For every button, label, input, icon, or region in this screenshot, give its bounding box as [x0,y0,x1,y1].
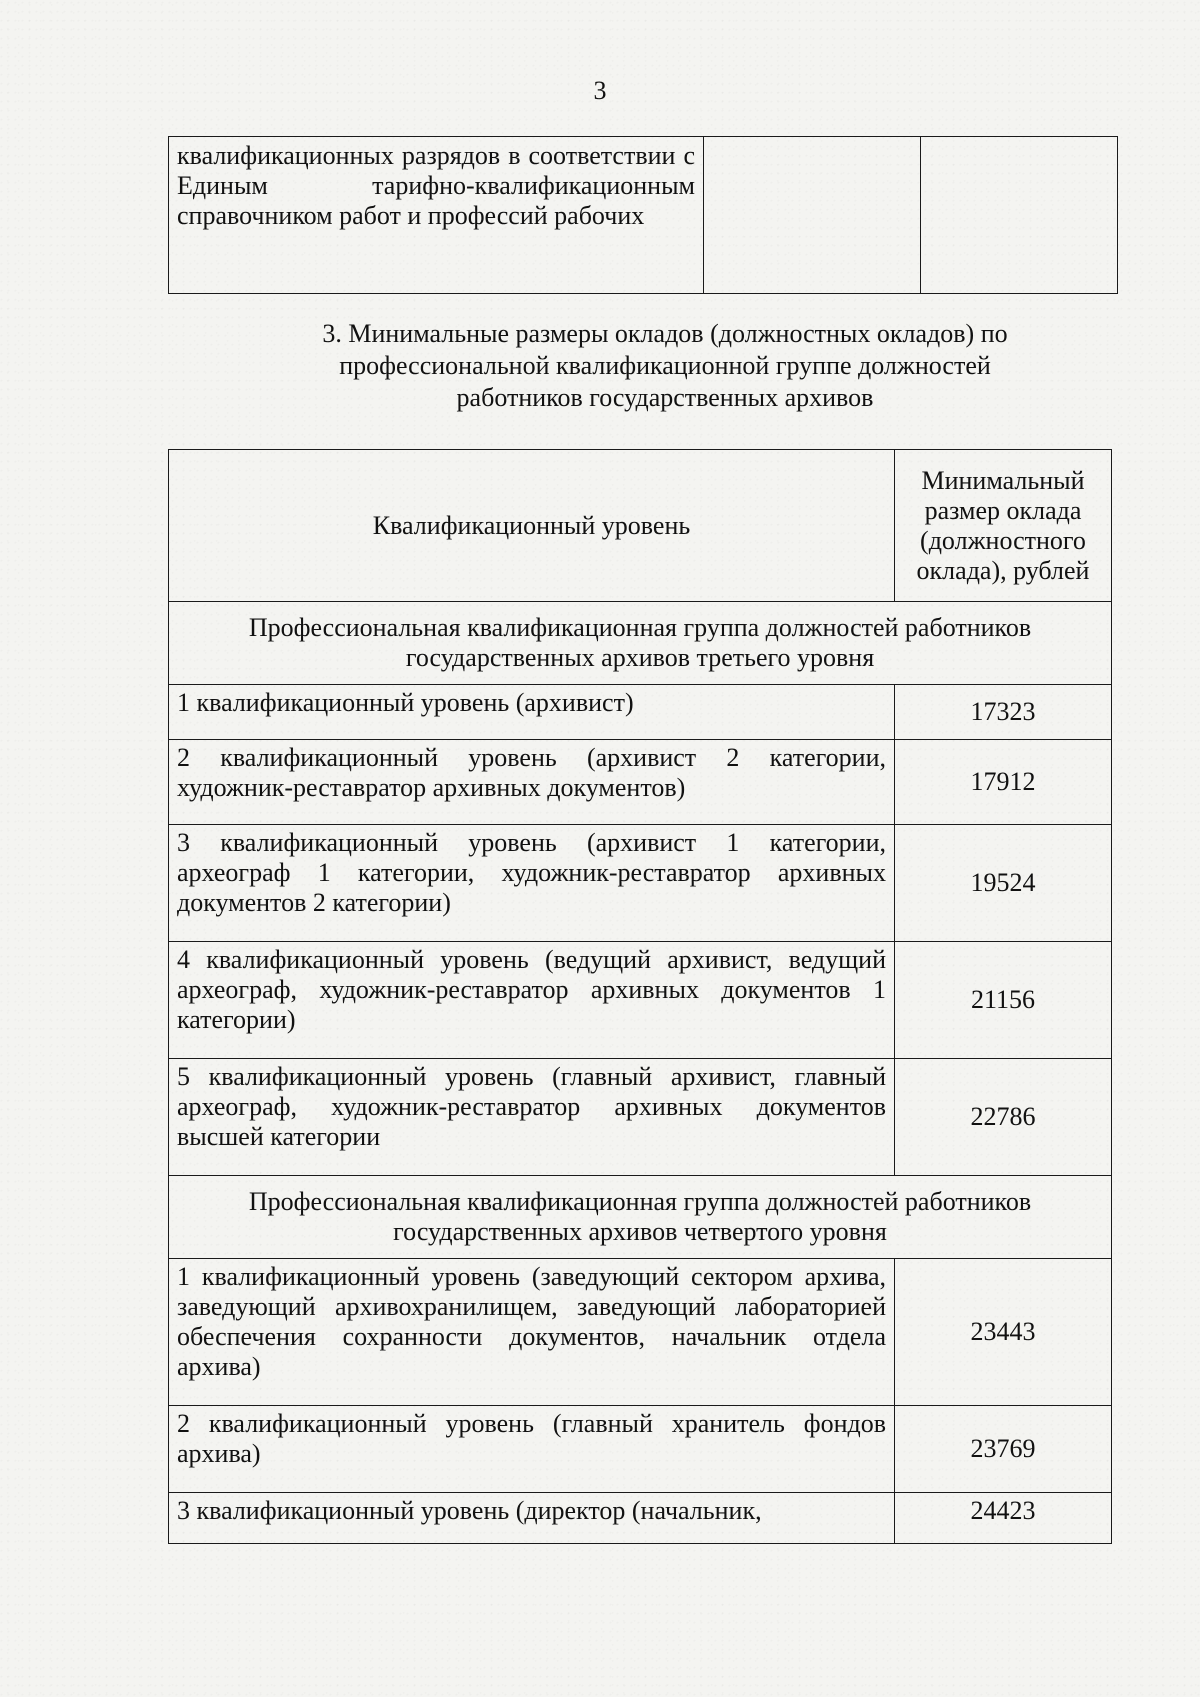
salary-cell: 21156 [895,942,1112,1059]
level-cell: 1 квалификационный уровень (архивист) [169,685,895,740]
salary-cell: 24423 [895,1493,1112,1544]
level-cell: 3 квалификационный уровень (директор (начальник, [169,1493,895,1544]
section-title [270,318,1060,414]
header-salary: Минимальный размер оклада (должностного оклада), рублей [895,450,1112,602]
level-cell: 3 квалификационный уровень (архивист 1 категории, археограф 1 категории, художник-реставратор архивных документов 2 категории) [169,825,895,942]
level-cell: 5 квалификационный уровень (главный архивист, главный археограф, художник-реставратор архивных документов высшей категории [169,1059,895,1176]
table-header-row [169,450,1112,602]
salary-cell: 17323 [895,685,1112,740]
section-title-line: работников государственных архивов [456,383,874,412]
table-row [169,825,1112,942]
table-row [169,685,1112,740]
header-level: Квалификационный уровень [169,450,895,602]
table-row [169,1059,1112,1176]
table-row [169,1406,1112,1493]
table-row [169,1493,1112,1544]
page-number: 3 [593,76,607,105]
salary-cell: 23769 [895,1406,1112,1493]
table-row [169,740,1112,825]
continuation-cell-3 [921,137,1118,294]
table-row [169,137,1118,294]
salary-cell: 23443 [895,1259,1112,1406]
table-row [169,1259,1112,1406]
level-cell: 1 квалификационный уровень (заведующий сектором архива, заведующий архивохранилищем, заведующий лабораторией обеспечения сохранности документов, начальник отдела архива) [169,1259,895,1406]
section-title-line: профессиональной квалификационной группе должностей [339,351,991,380]
section-title-line: 3. Минимальные размеры окладов (должностных окладов) по [322,319,1008,348]
salary-cell: 19524 [895,825,1112,942]
level-cell: 2 квалификационный уровень (архивист 2 категории, художник-реставратор архивных документов) [169,740,895,825]
salary-cell: 22786 [895,1059,1112,1176]
continuation-cell-2 [704,137,921,294]
level-cell: 2 квалификационный уровень (главный хранитель фондов архива) [169,1406,895,1493]
salary-table [168,449,1112,1544]
table-row [169,942,1112,1059]
salary-cell: 17912 [895,740,1112,825]
continuation-table [168,136,1118,294]
group-title: Профессиональная квалификационная группа должностей работников государственных архивов третьего уровня [169,602,1112,685]
level-cell: 4 квалификационный уровень (ведущий архивист, ведущий археограф, художник-реставратор архивных документов 1 категории) [169,942,895,1059]
group-header-row [169,1176,1112,1259]
group-title: Профессиональная квалификационная группа должностей работников государственных архивов четвертого уровня [169,1176,1112,1259]
group-header-row [169,602,1112,685]
continuation-text: квалификационных разрядов в соответствии с Единым тарифно-квалификационным справочником работ и профессий рабочих [169,137,704,294]
